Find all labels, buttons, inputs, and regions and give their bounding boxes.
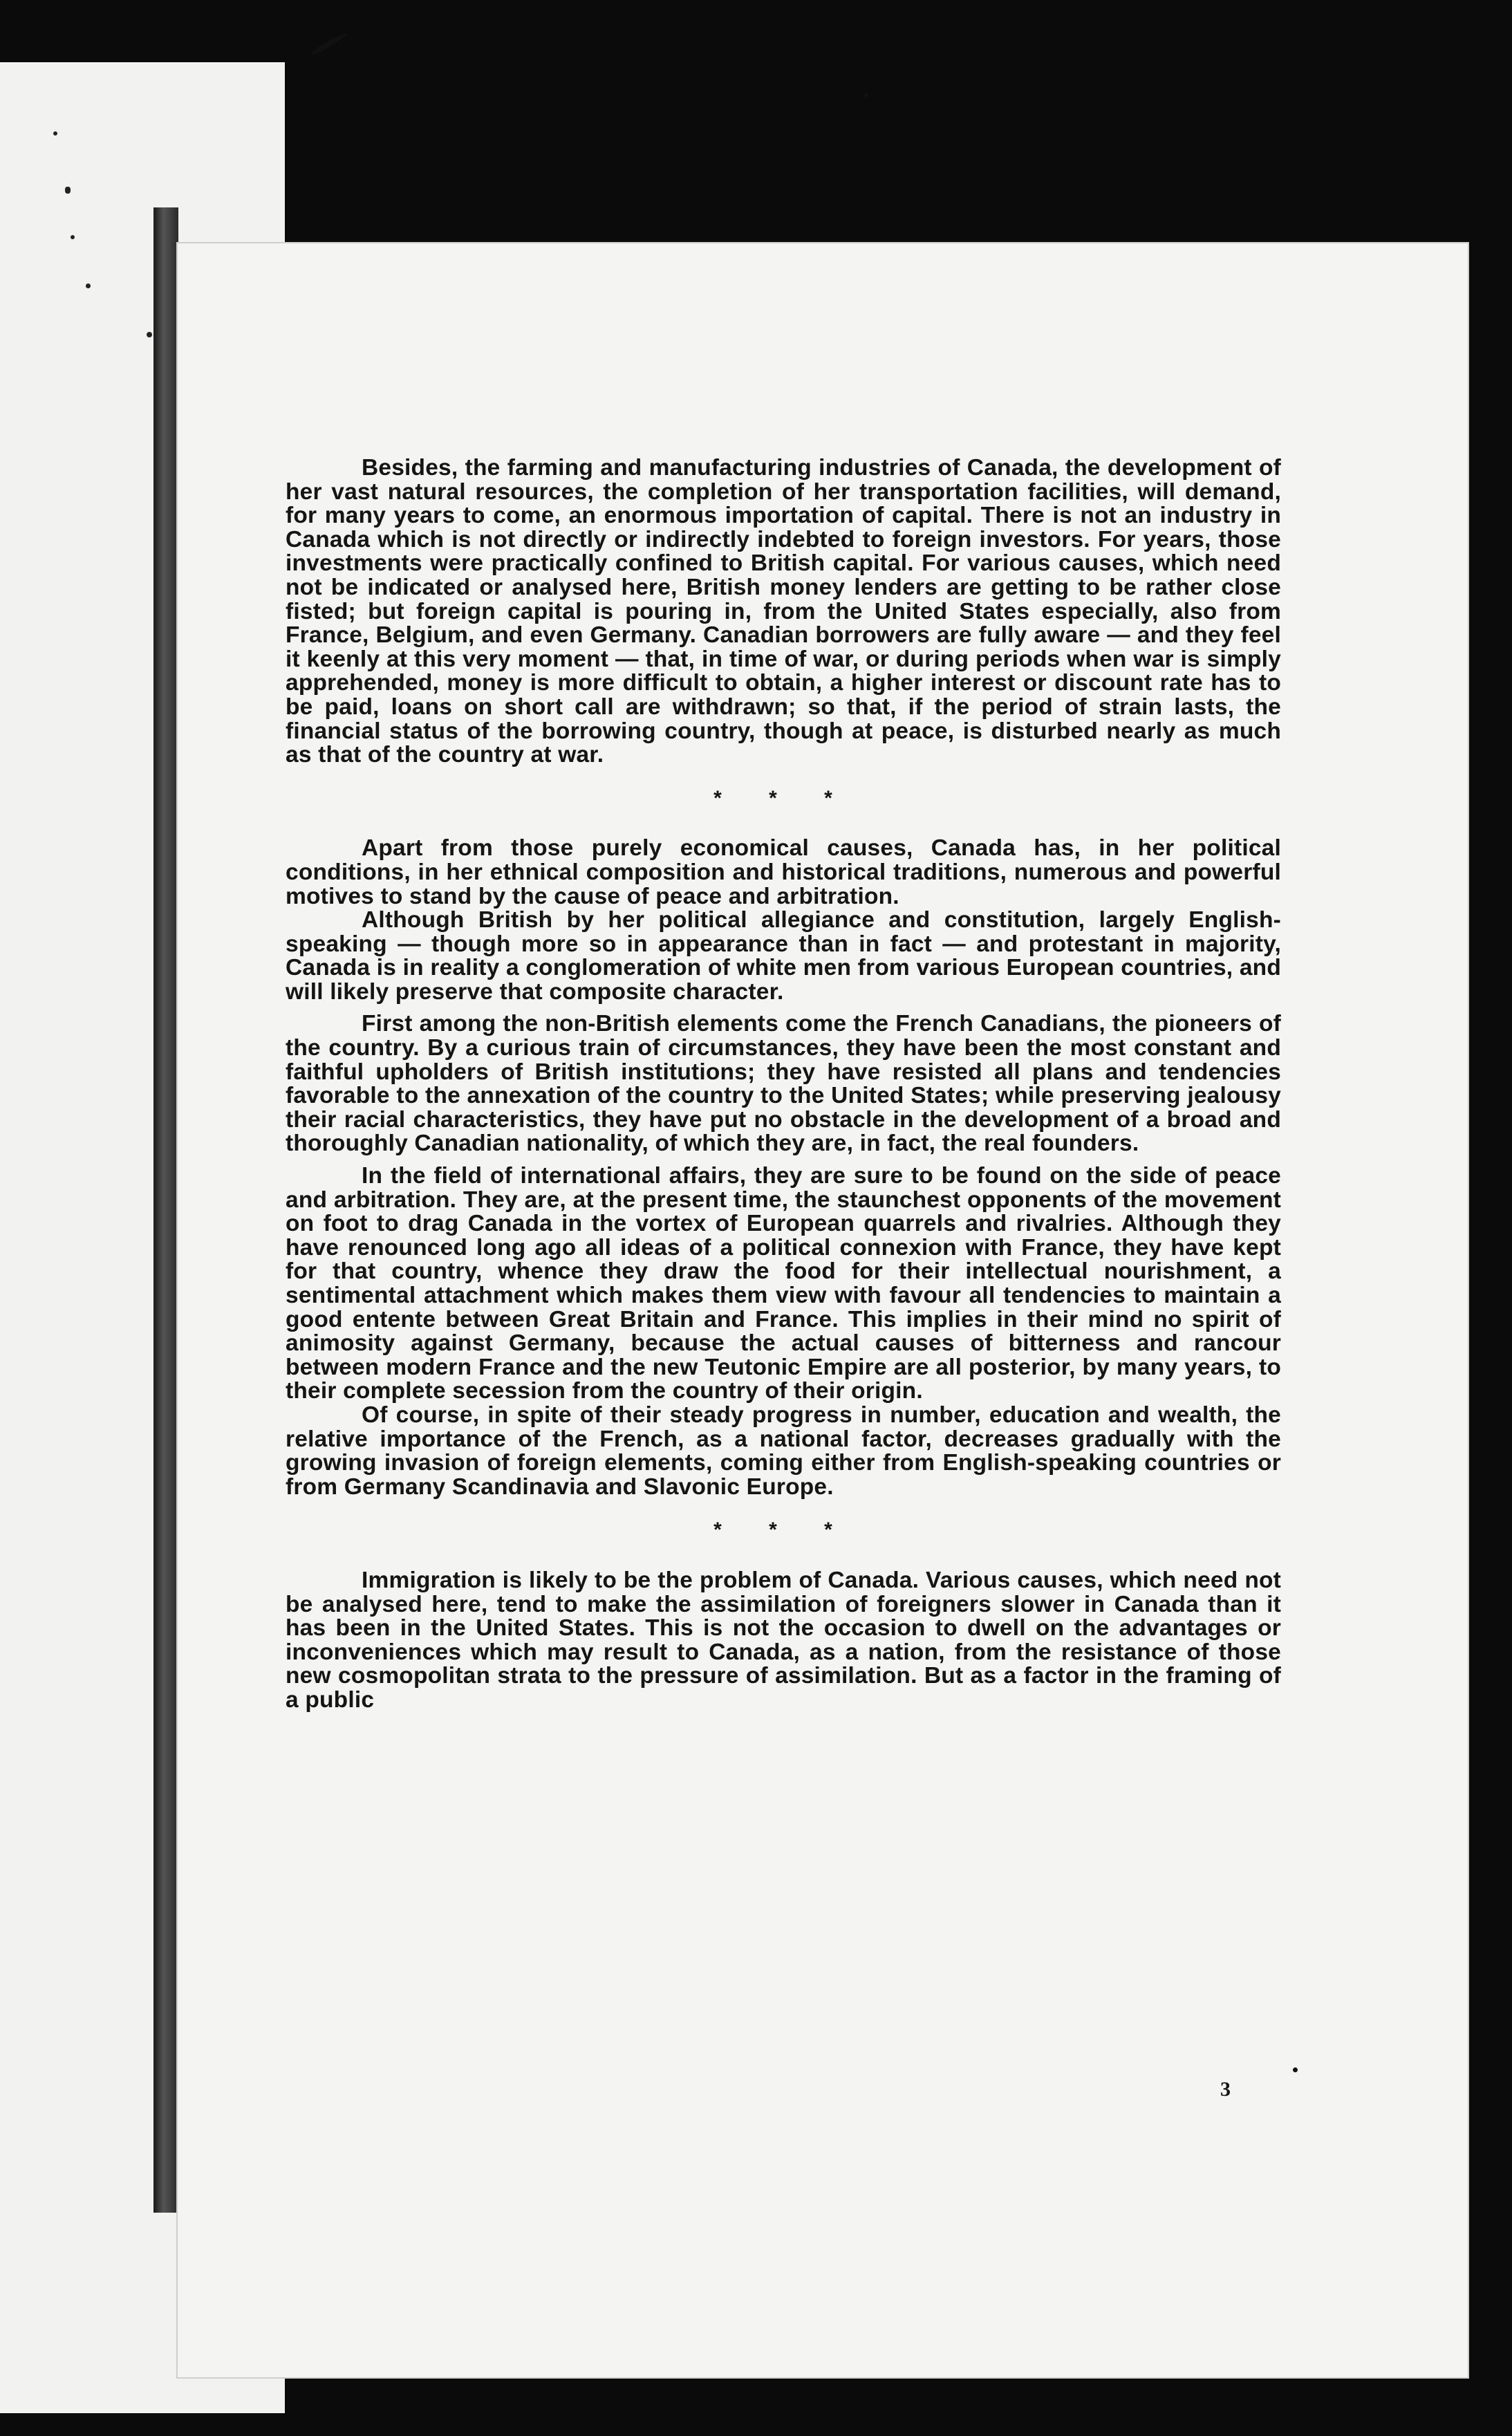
section-separator: * * * (713, 786, 853, 810)
scan-artifact (864, 93, 868, 97)
paragraph: Immigration is likely to be the problem of Canada. Various causes, which need not be analysed here, tend to make the assimilation of foreigners slower in Canada than it has been in the United States. This is not the occasion to dwell on the advantages or inconveniences which may result to Canada, as a nation, from the resistance of those new cosmopolitan strata to the pressure of assimilation. But as a factor in the framing of a public (286, 1567, 1281, 1713)
page-number: 3 (1220, 2078, 1231, 2101)
paragraph: Apart from those purely economical causes, Canada has, in her political conditions, in her ethnical composition and historical traditions, numerous and powerful motives to stand by the cause of peace and arbitration. (286, 835, 1281, 909)
binding-shadow (153, 207, 178, 2213)
paragraph: Besides, the farming and manufacturing industries of Canada, the development of her vast natural resources, the completion of her transportation facilities, will demand, for many years to come, an enormous importation of capital. There is not an industry in Canada which is not directly or indirectly indebted to foreign investors. For years, those investments were practically confined to British capital. For various causes, which need not be indicated or analysed here, British money lenders are getting to be rather close fisted; but foreign capital is pouring in, from the United States especially, also from France, Belgium, and even Germany. Canadian borrowers are fully aware — and they feel it keenly at this very moment — that, in time of war, or during periods when war is simply apprehended, money is more difficult to obtain, a higher interest or discount rate has to be paid, loans on short call are withdrawn; so that, if the period of strain lasts, the financial status of the borrowing country, though at peace, is disturbed nearly as much as that of the country at war. (286, 455, 1281, 768)
paragraph: Although British by her political allegiance and constitution, largely English-speaking — though more so in appearance than in fact — and protestant in majority, Canada is in reality a conglomeration of white men from various European countries, and will likely preserve that composite character. (286, 907, 1281, 1005)
paragraph: Of course, in spite of their steady progress in number, education and wealth, the relative importance of the French, as a national factor, decreases gradually with the growing invasion of foreign elements, coming either from English-speaking countries or from Germany Scandinavia and Slavonic Europe. (286, 1402, 1281, 1500)
paragraph: First among the non-British elements come the French Canadians, the pioneers of the country. By a curious train of circumstances, they have been the most constant and faithful upholders of British institutions; they have resisted all plans and tendencies favorable to the annexation of the country to the United States; while preserving jealousy their racial characteristics, they have put no obstacle in the development of a broad and thoroughly Canadian nationality, of which they are, in fact, the real founders. (286, 1011, 1281, 1157)
scan-artifact (1293, 2067, 1298, 2072)
body-text (286, 456, 1281, 1713)
section-separator: * * * (713, 1518, 853, 1542)
paragraph: In the field of international affairs, they are sure to be found on the side of peace and arbitration. They are, at the present time, the staunchest opponents of the movement on foot to drag Canada in the vortex of European quarrels and rivalries. Although they have renounced long ago all ideas of a political connexion with France, they have kept for that country, whence they draw the food for their intellectual nourishment, a sentimental attachment which makes them view with favour all tendencies to maintain a good entente between Great Britain and France. This implies in their mind no spirit of animosity against Germany, because the actual causes of bitterness and rancour between modern France and the new Teutonic Empire are all posterior, by many years, to their complete secession from the country of their origin. (286, 1163, 1281, 1404)
scan-artifact (309, 32, 348, 57)
